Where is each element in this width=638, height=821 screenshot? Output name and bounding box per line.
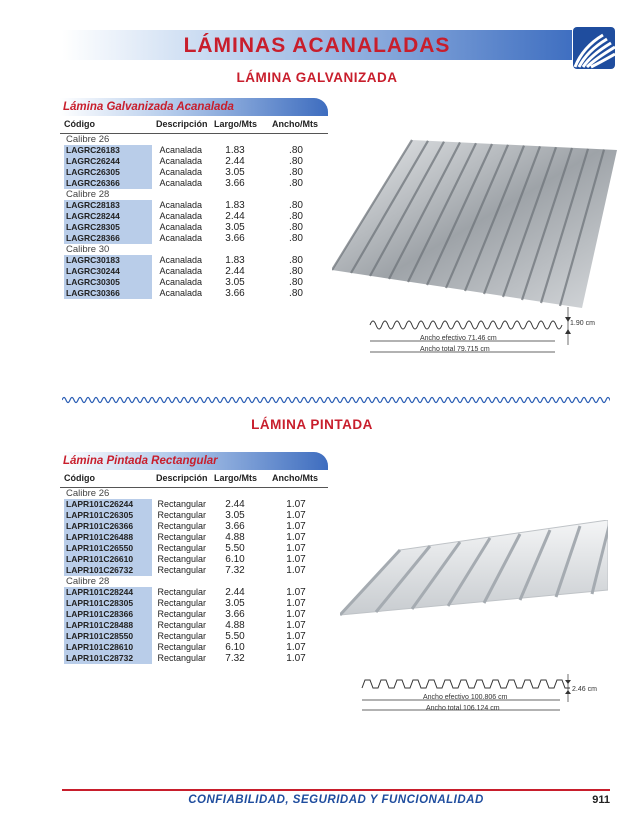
page-title: LÁMINAS ACANALADAS: [183, 34, 451, 57]
description: Acanalada: [159, 145, 202, 155]
width: 1.07: [286, 631, 306, 642]
description: Acanalada: [159, 211, 202, 221]
description: Rectangular: [157, 598, 206, 608]
table-row: [60, 288, 328, 299]
length: 4.88: [225, 532, 245, 543]
width: .80: [289, 266, 303, 277]
description: Acanalada: [159, 200, 202, 210]
group-label: Calibre 28: [66, 576, 110, 587]
description: Rectangular: [157, 620, 206, 630]
width: 1.07: [286, 532, 306, 543]
description: Rectangular: [157, 609, 206, 619]
length: 3.05: [225, 598, 245, 609]
description: Rectangular: [157, 565, 206, 575]
table-body: [60, 488, 328, 664]
effective-width-label: Ancho efectivo 100.806 cm: [423, 694, 508, 701]
total-width-label: Ancho total 79.715 cm: [420, 346, 490, 353]
column-header-code: Código: [64, 119, 95, 129]
product-code: LAPR101C26244: [64, 499, 152, 510]
table-row: [60, 277, 328, 288]
group-label: Calibre 30: [66, 244, 110, 255]
table-row: [60, 200, 328, 211]
footer-divider: [62, 789, 610, 791]
description: Rectangular: [157, 653, 206, 663]
table-row: [60, 499, 328, 510]
description: Rectangular: [157, 631, 206, 641]
column-header-width: Ancho/Mts: [272, 473, 318, 483]
length: 3.05: [225, 510, 245, 521]
length: 3.66: [225, 178, 245, 189]
product-code: LAPR101C26610: [64, 554, 152, 565]
length: 7.32: [225, 653, 245, 664]
table-row: [60, 543, 328, 554]
product-code: LAGRC30244: [64, 266, 152, 277]
group-label: Calibre 26: [66, 488, 110, 499]
product-code: LAGRC28366: [64, 233, 152, 244]
column-header-description: Descripción: [156, 473, 208, 483]
width: .80: [289, 222, 303, 233]
table-body: [60, 134, 328, 299]
length: 2.44: [225, 266, 245, 277]
description: Acanalada: [159, 178, 202, 188]
table-row: [60, 653, 328, 664]
total-width-label: Ancho total 106.124 cm: [426, 705, 500, 712]
product-code: LAGRC28183: [64, 200, 152, 211]
length: 2.44: [225, 587, 245, 598]
column-header-length: Largo/Mts: [214, 473, 258, 483]
length: 3.66: [225, 233, 245, 244]
product-code: LAPR101C26550: [64, 543, 152, 554]
column-header-length: Largo/Mts: [214, 119, 258, 129]
product-code: LAGRC26305: [64, 167, 152, 178]
table-row: [60, 266, 328, 277]
wavy-divider: [62, 394, 610, 406]
length: 7.32: [225, 565, 245, 576]
product-code: LAPR101C26305: [64, 510, 152, 521]
table-row: [60, 642, 328, 653]
description: Acanalada: [159, 255, 202, 265]
length: 5.50: [225, 631, 245, 642]
width: 1.07: [286, 598, 306, 609]
description: Rectangular: [157, 510, 206, 520]
group-label: Calibre 26: [66, 134, 110, 145]
description: Rectangular: [157, 587, 206, 597]
height-dimension-label: 2.46 cm: [572, 686, 597, 693]
length: 5.50: [225, 543, 245, 554]
length: 3.05: [225, 222, 245, 233]
length: 2.44: [225, 499, 245, 510]
width: 1.07: [286, 642, 306, 653]
width: 1.07: [286, 609, 306, 620]
product-code: LAGRC26183: [64, 145, 152, 156]
table-row: [60, 609, 328, 620]
footer-tagline: CONFIABILIDAD, SEGURIDAD Y FUNCIONALIDAD: [188, 794, 484, 806]
width: 1.07: [286, 521, 306, 532]
width: 1.07: [286, 620, 306, 631]
description: Acanalada: [159, 233, 202, 243]
width: .80: [289, 255, 303, 266]
product-code: LAPR101C28305: [64, 598, 152, 609]
length: 3.66: [225, 521, 245, 532]
table-row: [60, 554, 328, 565]
product-code: LAPR101C28610: [64, 642, 152, 653]
product-code: LAGRC30366: [64, 288, 152, 299]
width: 1.07: [286, 510, 306, 521]
table-row: [60, 145, 328, 156]
table-row: [60, 211, 328, 222]
product-code: LAGRC26366: [64, 178, 152, 189]
width: 1.07: [286, 499, 306, 510]
length: 6.10: [225, 554, 245, 565]
description: Rectangular: [157, 554, 206, 564]
width: 1.07: [286, 565, 306, 576]
product-code: LAGRC28244: [64, 211, 152, 222]
effective-width-label: Ancho efectivo 71.46 cm: [420, 335, 497, 342]
height-dimension-label: 1.90 cm: [570, 320, 595, 327]
product-code: LAPR101C28488: [64, 620, 152, 631]
product-code: LAGRC30305: [64, 277, 152, 288]
length: 2.44: [225, 211, 245, 222]
width: .80: [289, 178, 303, 189]
column-header-code: Código: [64, 473, 95, 483]
table-row: [60, 233, 328, 244]
product-code: LAPR101C26488: [64, 532, 152, 543]
table-row: [60, 222, 328, 233]
table-row: [60, 255, 328, 266]
painted-table: [60, 452, 328, 664]
table-title: Lámina Pintada Rectangular: [60, 452, 328, 470]
width: .80: [289, 277, 303, 288]
description: Acanalada: [159, 288, 202, 298]
section-title-galvanizada: LÁMINA GALVANIZADA: [236, 70, 398, 85]
galvanized-table: [60, 98, 328, 299]
table-row: [60, 620, 328, 631]
table-row: [60, 521, 328, 532]
table-row: [60, 587, 328, 598]
length: 3.05: [225, 167, 245, 178]
table-row: [60, 631, 328, 642]
description: Rectangular: [157, 532, 206, 542]
product-code: LAGRC26244: [64, 156, 152, 167]
width: .80: [289, 288, 303, 299]
product-code: LAGRC28305: [64, 222, 152, 233]
table-row: [60, 178, 328, 189]
table-header: [60, 470, 328, 488]
width: .80: [289, 167, 303, 178]
product-code: LAPR101C28244: [64, 587, 152, 598]
width: .80: [289, 211, 303, 222]
description: Rectangular: [157, 543, 206, 553]
corrugated-sheet-logo-icon: [573, 27, 615, 69]
description: Acanalada: [159, 277, 202, 287]
length: 1.83: [225, 145, 245, 156]
description: Rectangular: [157, 642, 206, 652]
length: 3.66: [225, 288, 245, 299]
product-code: LAGRC30183: [64, 255, 152, 266]
description: Rectangular: [157, 499, 206, 509]
width: .80: [289, 200, 303, 211]
column-header-width: Ancho/Mts: [272, 119, 318, 129]
product-code: LAPR101C28366: [64, 609, 152, 620]
table-row: [60, 598, 328, 609]
section-title-pintada: LÁMINA PINTADA: [251, 417, 373, 432]
length: 3.05: [225, 277, 245, 288]
length: 1.83: [225, 200, 245, 211]
product-code: LAPR101C28732: [64, 653, 152, 664]
group-label: Calibre 28: [66, 189, 110, 200]
table-row: [60, 156, 328, 167]
length: 2.44: [225, 156, 245, 167]
table-row: [60, 565, 328, 576]
table-row: [60, 532, 328, 543]
painted-sheet-photo: [340, 520, 608, 625]
width: .80: [289, 145, 303, 156]
width: 1.07: [286, 653, 306, 664]
product-code: LAPR101C28550: [64, 631, 152, 642]
table-title: Lámina Galvanizada Acanalada: [60, 98, 328, 116]
product-code: LAPR101C26732: [64, 565, 152, 576]
length: 4.88: [225, 620, 245, 631]
width: 1.07: [286, 554, 306, 565]
description: Acanalada: [159, 156, 202, 166]
width: 1.07: [286, 587, 306, 598]
length: 6.10: [225, 642, 245, 653]
width: .80: [289, 156, 303, 167]
table-row: [60, 167, 328, 178]
page-number: 911: [592, 794, 610, 806]
description: Rectangular: [157, 521, 206, 531]
length: 3.66: [225, 609, 245, 620]
table-header: [60, 116, 328, 134]
table-row: [60, 510, 328, 521]
description: Acanalada: [159, 266, 202, 276]
galvanized-sheet-photo: [332, 120, 617, 308]
column-header-description: Descripción: [156, 119, 208, 129]
product-code: LAPR101C26366: [64, 521, 152, 532]
width: .80: [289, 233, 303, 244]
width: 1.07: [286, 543, 306, 554]
description: Acanalada: [159, 167, 202, 177]
description: Acanalada: [159, 222, 202, 232]
length: 1.83: [225, 255, 245, 266]
